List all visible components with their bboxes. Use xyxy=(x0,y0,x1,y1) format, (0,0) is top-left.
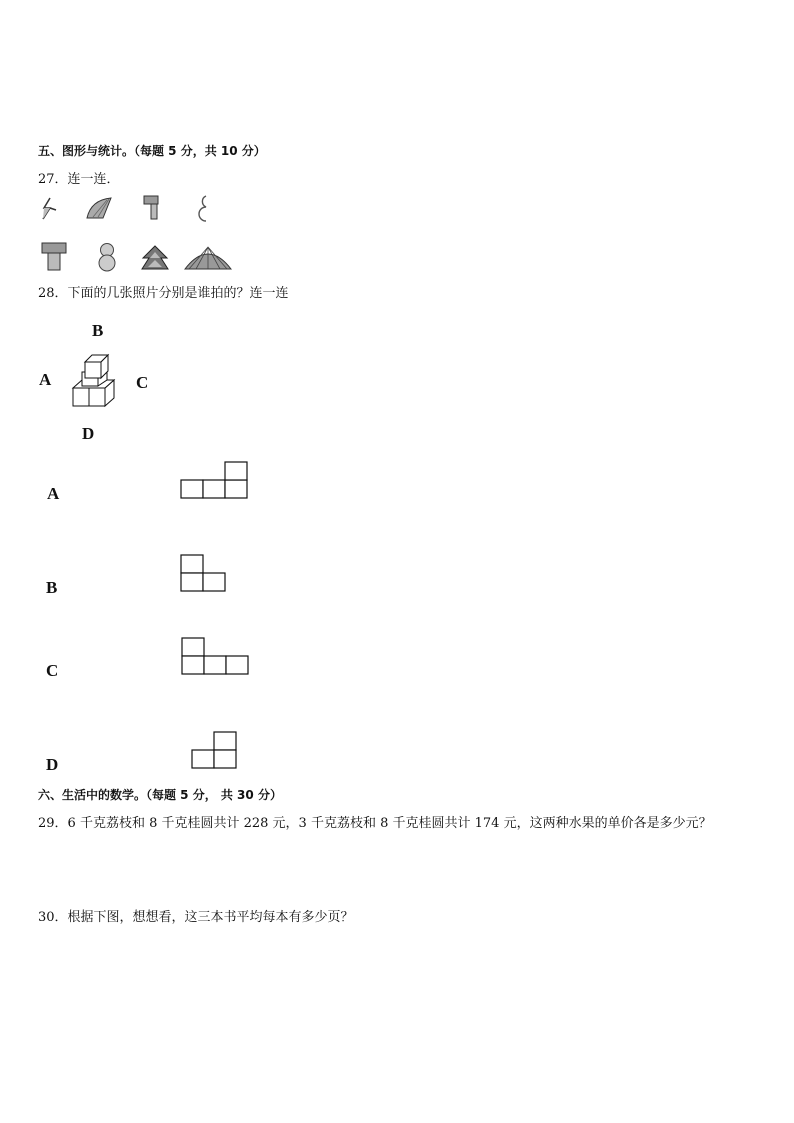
figure-eight-image xyxy=(96,241,118,273)
section-6-title: 六、生活中的数学。（每题 5 分， 共 30 分） xyxy=(38,788,282,802)
view-c-squares xyxy=(181,637,251,677)
section-5-title: 五、图形与统计。（每题 5 分，共 10 分） xyxy=(38,144,266,158)
viewer-label-bottom: D xyxy=(82,424,95,443)
question-29-text: 29．6 千克荔枝和 8 千克桂圆共计 228 元，3 千克荔枝和 8 千克桂圆共计 174 元，这两种水果的单价各是多少元？ xyxy=(38,816,712,831)
option-label-c: C xyxy=(46,661,59,680)
tree-image xyxy=(140,244,170,272)
viewer-label-top: B xyxy=(92,321,104,340)
half-house-image xyxy=(142,194,162,222)
view-b-squares xyxy=(180,554,228,594)
viewer-label-right: C xyxy=(136,373,149,392)
umbrella-image xyxy=(183,245,233,271)
option-label-a: A xyxy=(47,484,60,503)
view-a-squares xyxy=(180,461,250,501)
view-d-squares xyxy=(191,731,239,771)
half-lightning-image xyxy=(38,196,62,222)
question-27-text: 27．连一连． xyxy=(38,172,120,187)
half-figure-eight-image xyxy=(196,194,212,224)
viewer-label-left: A xyxy=(39,370,52,389)
option-label-b: B xyxy=(46,578,58,597)
option-label-d: D xyxy=(46,755,59,774)
house-image xyxy=(40,241,68,273)
half-umbrella-image xyxy=(85,196,115,220)
cube-stack-image xyxy=(70,352,122,410)
question-30-text: 30．根据下图，想想看，这三本书平均每本有多少页？ xyxy=(38,910,354,925)
question-28-text: 28．下面的几张照片分别是谁拍的？连一连 xyxy=(38,286,289,301)
